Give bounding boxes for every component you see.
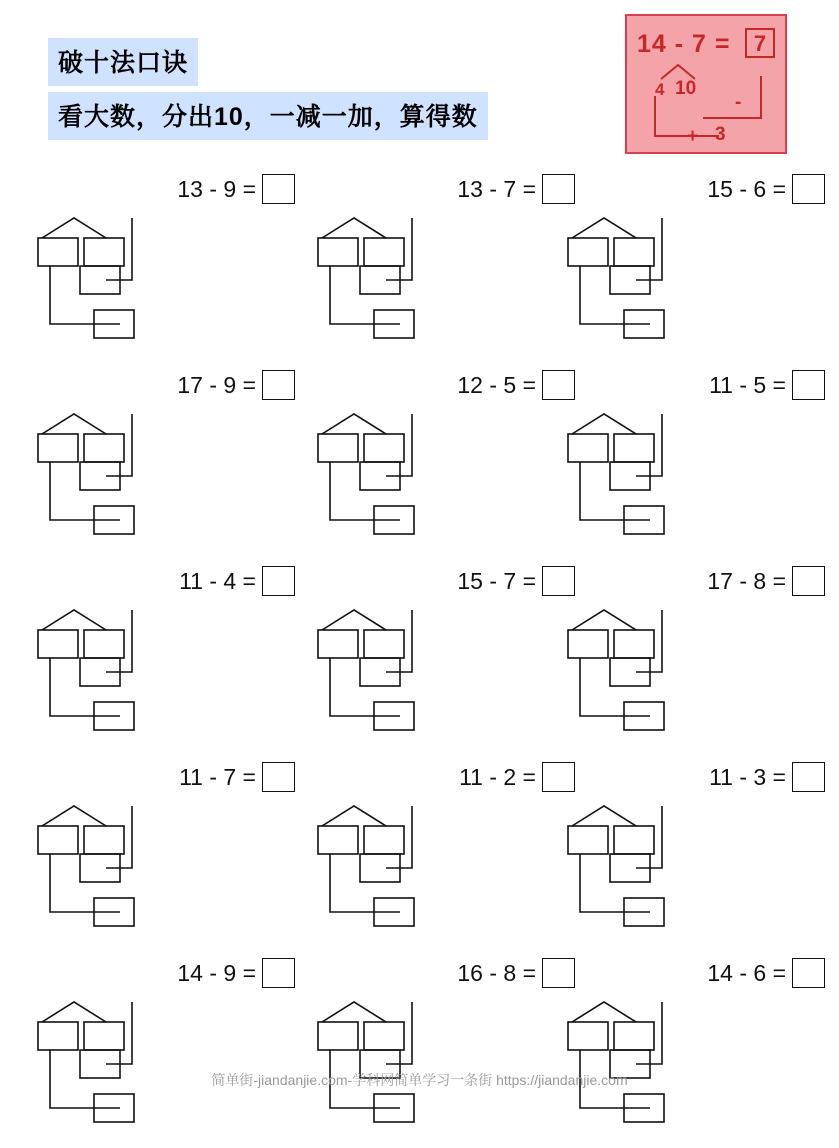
- problem-cell: [296, 560, 575, 756]
- answer-box[interactable]: [792, 958, 825, 988]
- problem-cell: [546, 756, 825, 952]
- problem-equation: 15 - 6 =: [707, 176, 786, 202]
- problem-cell: [546, 952, 825, 1148]
- break-ten-diagram[interactable]: [316, 802, 466, 944]
- answer-box[interactable]: [792, 566, 825, 596]
- answer-box[interactable]: [262, 370, 295, 400]
- answer-box[interactable]: [792, 174, 825, 204]
- problem-cell: [296, 952, 575, 1148]
- answer-box[interactable]: [262, 958, 295, 988]
- break-ten-diagram[interactable]: [36, 802, 186, 944]
- problem-cell: [16, 560, 295, 756]
- answer-box[interactable]: [262, 174, 295, 204]
- break-ten-diagram[interactable]: [316, 998, 466, 1140]
- problem-cell: [296, 756, 575, 952]
- footer-watermark: 简单街-jiandanjie.com-学科网简单学习一条街 https://jiandanjie.com: [211, 1072, 628, 1088]
- break-ten-diagram[interactable]: [36, 998, 186, 1140]
- problem-cell: [546, 364, 825, 560]
- answer-box[interactable]: [262, 566, 295, 596]
- break-ten-diagram[interactable]: [566, 802, 716, 944]
- page-title: 破十法口诀: [48, 38, 198, 86]
- break-ten-diagram[interactable]: [36, 214, 186, 356]
- break-ten-diagram[interactable]: [566, 998, 716, 1140]
- break-ten-diagram[interactable]: [316, 214, 466, 356]
- problem-cell: [546, 168, 825, 364]
- problem-cell: [16, 168, 295, 364]
- problem-equation: 11 - 5 =: [709, 372, 786, 398]
- problem-equation: 11 - 7 =: [179, 764, 256, 790]
- problem-equation: 16 - 8 =: [457, 960, 536, 986]
- example-split-right: 10: [675, 78, 697, 99]
- problem-cell: [546, 560, 825, 756]
- answer-box[interactable]: [262, 762, 295, 792]
- break-ten-diagram[interactable]: [566, 410, 716, 552]
- break-ten-diagram[interactable]: [566, 214, 716, 356]
- break-ten-diagram[interactable]: [316, 410, 466, 552]
- example-add-value: 3: [715, 124, 726, 145]
- example-split-left: 4: [655, 80, 665, 99]
- example-answer-box: 7: [745, 28, 775, 58]
- problem-cell: [16, 952, 295, 1148]
- problem-cell: [296, 168, 575, 364]
- example-bracket-lines: [641, 74, 773, 150]
- example-minus-sign: -: [735, 92, 742, 113]
- example-box: [625, 14, 787, 154]
- break-ten-diagram[interactable]: [36, 410, 186, 552]
- problem-equation: 11 - 2 =: [459, 764, 536, 790]
- problem-equation: 11 - 3 =: [709, 764, 786, 790]
- example-equation: 14 - 7 =: [637, 30, 731, 58]
- problem-equation: 17 - 8 =: [707, 568, 786, 594]
- problem-equation: 12 - 5 =: [457, 372, 536, 398]
- problem-equation: 15 - 7 =: [457, 568, 536, 594]
- break-ten-diagram[interactable]: [36, 606, 186, 748]
- problem-equation: 13 - 9 =: [177, 176, 256, 202]
- problem-equation: 11 - 4 =: [179, 568, 256, 594]
- break-ten-diagram[interactable]: [316, 606, 466, 748]
- worksheet-header: [0, 0, 839, 170]
- problem-cell: [16, 364, 295, 560]
- problem-equation: 14 - 6 =: [707, 960, 786, 986]
- answer-box[interactable]: [792, 762, 825, 792]
- problem-cell: [16, 756, 295, 952]
- problem-equation: 17 - 9 =: [177, 372, 256, 398]
- problem-cell: [296, 364, 575, 560]
- break-ten-diagram[interactable]: [566, 606, 716, 748]
- answer-box[interactable]: [792, 370, 825, 400]
- example-plus-sign: +: [687, 126, 699, 147]
- problem-equation: 14 - 9 =: [177, 960, 256, 986]
- page-subtitle: 看大数，分出10，一减一加，算得数: [48, 92, 488, 140]
- problem-equation: 13 - 7 =: [457, 176, 536, 202]
